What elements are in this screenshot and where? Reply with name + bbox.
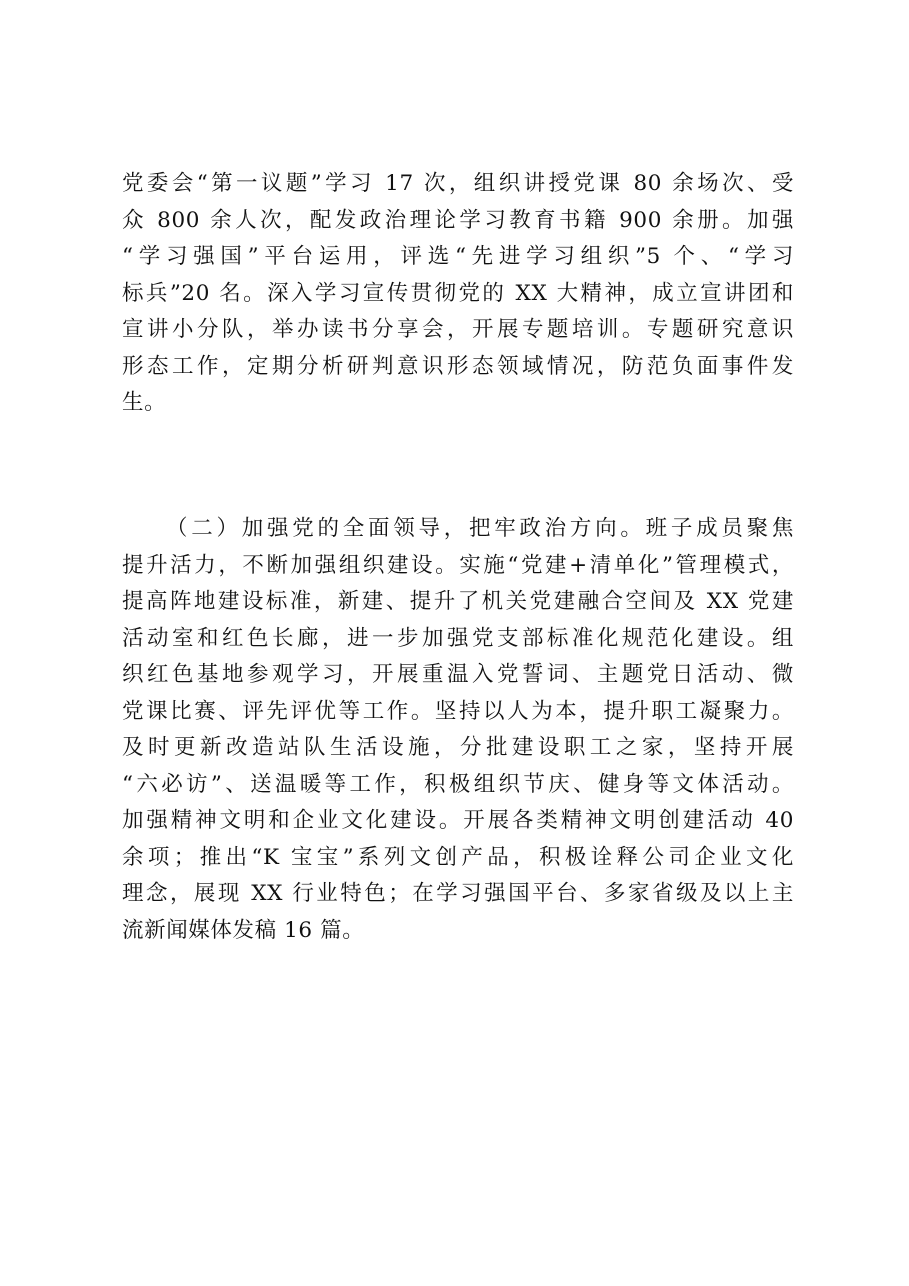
paragraph-2-line: 及时更新改造站队生活设施，分批建设职工之家，坚持开展 [122, 735, 794, 760]
paragraph-1-line: 众 800 余人次，配发政治理论学习教育书籍 900 余册。加强 [122, 207, 794, 233]
paragraph-1 [122, 166, 794, 422]
paragraph-1-line: 生。 [122, 390, 167, 415]
paragraph-2-line: 党课比赛、评先评优等工作。坚持以人为本，提升职工凝聚力。 [122, 698, 794, 724]
paragraph-2-line: 理念，展现 XX 行业特色；在学习强国平台、多家省级及以上主 [122, 881, 794, 906]
paragraph-2-line: “六必访”、送温暖等工作，积极组织节庆、健身等文体活动。 [122, 771, 794, 797]
paragraph-1-line: 形态工作，定期分析研判意识形态领域情况，防范负面事件发 [122, 353, 794, 379]
paragraph-1-line: 宣讲小分队，举办读书分享会，开展专题培训。专题研究意识 [122, 317, 794, 342]
paragraph-2-line: 流新闻媒体发稿 16 篇。 [122, 917, 365, 943]
paragraph-2-line: （二）加强党的全面领导，把牢政治方向。班子成员聚焦 [166, 516, 794, 541]
paragraph-2-line: 提升活力，不断加强组织建设。实施“党建+清单化”管理模式， [122, 552, 794, 578]
paragraph-2 [122, 511, 794, 949]
paragraph-1-line: “学习强国”平台运用，评选“先进学习组织”5 个、“学习 [122, 244, 794, 269]
paragraph-2-line: 余项；推出“K 宝宝”系列文创产品，积极诠释公司企业文化 [122, 844, 794, 870]
paragraph-1-line: 标兵”20 名。深入学习宣传贯彻党的 XX 大精神，成立宣讲团和 [122, 280, 794, 306]
paragraph-1-line: 党委会“第一议题”学习 17 次，组织讲授党课 80 余场次、受 [122, 171, 794, 196]
paragraph-2-line: 活动室和红色长廊，进一步加强党支部标准化规范化建设。组 [122, 625, 794, 651]
paragraph-2-line: 织红色基地参观学习，开展重温入党誓词、主题党日活动、微 [122, 662, 794, 687]
paragraph-2-line: 加强精神文明和企业文化建设。开展各类精神文明创建活动 40 [122, 808, 794, 833]
paragraph-2-line: 提高阵地建设标准，新建、提升了机关党建融合空间及 XX 党建 [122, 589, 794, 614]
